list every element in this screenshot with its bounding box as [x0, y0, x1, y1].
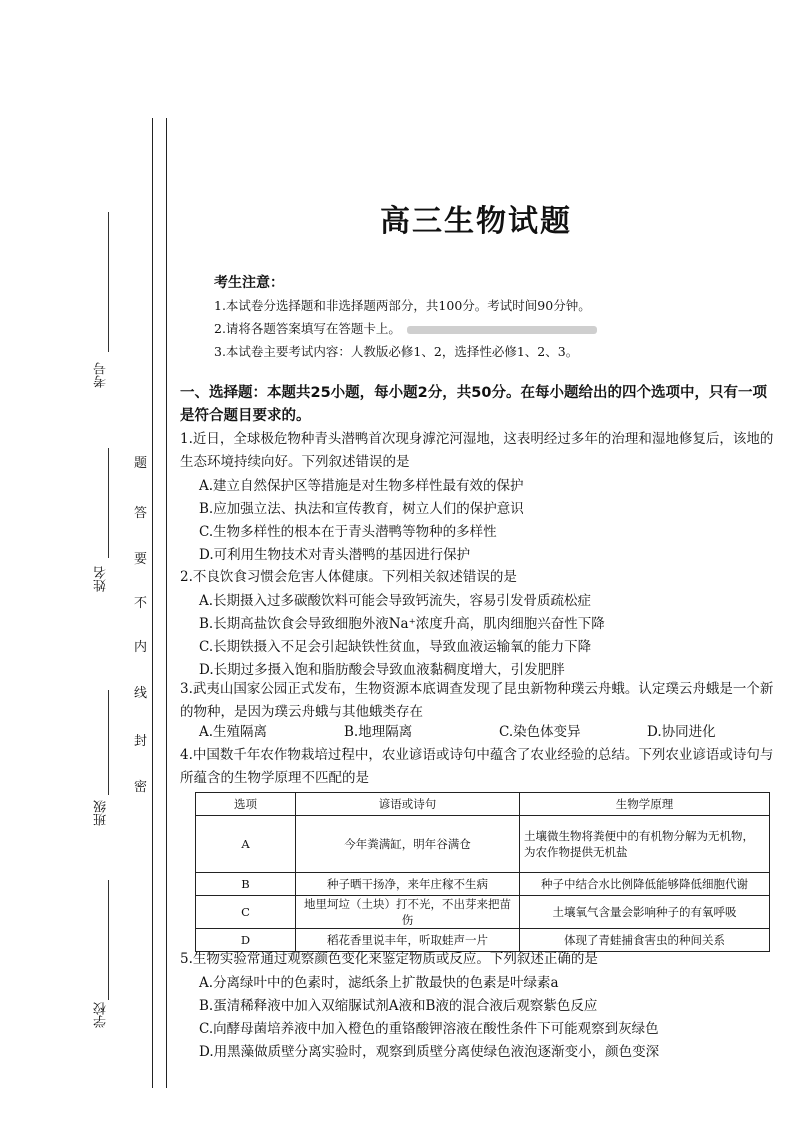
question-option: B.应加强立法、执法和宣传教育，树立人们的保护意识: [199, 501, 524, 517]
question-stem: 2.不良饮食习惯会危害人体健康。下列相关叙述错误的是: [180, 569, 517, 585]
notice-heading: 考生注意：: [214, 275, 284, 291]
question-stem: 3.武夷山国家公园正式发布，生物资源本底调查发现了昆虫新物种璞云舟蛾。认定璞云舟蛾是一个新的物种，是因为璞云舟蛾与其他蛾类存在: [180, 681, 774, 720]
table-cell: 地里坷垃（土块）打不光，不出芽来把苗伤: [296, 896, 520, 929]
notice-item: 1.本试卷分选择题和非选择题两部分，共100分。考试时间90分钟。: [214, 298, 591, 313]
school-fill-line: [108, 880, 109, 1000]
seal-char: 题: [134, 456, 148, 471]
question-option: A.生殖隔离: [199, 724, 268, 740]
question-option: D.协同进化: [647, 724, 716, 740]
table-row: [196, 873, 770, 896]
question-stem: 4.中国数千年农作物栽培过程中，农业谚语或诗句中蕴含了农业经验的总结。下列农业谚语或诗句与所蕴含的生物学原理不匹配的是: [180, 747, 774, 786]
question-option: C.向酵母菌培养液中加入橙色的重铬酸钾溶液在酸性条件下可能观察到灰绿色: [199, 1021, 659, 1037]
seal-char: 要: [134, 552, 148, 567]
notice-item-text: 2.请将各题答案填写在答题卡上。: [214, 321, 401, 336]
question-option: C.长期铁摄入不足会引起缺铁性贫血，导致血液运输氧的能力下降: [199, 639, 592, 655]
table-cell: 种子中结合水比例降低能够降低细胞代谢: [520, 873, 770, 896]
table-cell: 今年粪满缸，明年谷满仓: [296, 816, 520, 873]
question-option: B.蛋清稀释液中加入双缩脲试剂A液和B液的混合液后观察紫色反应: [199, 998, 598, 1014]
table-cell: A: [196, 816, 296, 873]
table-cell: D: [196, 929, 296, 952]
table-header-row: [196, 793, 770, 816]
page-title: 高三生物试题: [380, 204, 572, 239]
seal-char: 不: [134, 596, 148, 611]
school-label: 学校: [94, 1002, 109, 1028]
question-option: A.分离绿叶中的色素时，滤纸条上扩散最快的色素是叶绿素a: [199, 975, 559, 991]
seal-char: 答: [134, 506, 148, 521]
question-stem: 5.生物实验常通过观察颜色变化来鉴定物质或反应。下列叙述正确的是: [180, 951, 598, 967]
exam-no-fill-line: [108, 212, 109, 352]
question-stem: 1.近日，全球极危物种青头潜鸭首次现身滹沱河湿地，这表明经过多年的治理和湿地修复后，该地的生态环境持续向好。下列叙述错误的是: [180, 431, 774, 470]
proverb-table: [195, 792, 770, 952]
seal-char: 线: [134, 686, 148, 701]
question-option: D.可利用生物技术对青头潜鸭的基因进行保护: [199, 547, 471, 563]
binding-line-inner: [166, 118, 167, 1088]
question-option: C.染色体变异: [499, 724, 581, 740]
smudge-mark: [407, 326, 597, 334]
seal-char: 密: [134, 780, 148, 795]
table-cell: B: [196, 873, 296, 896]
seal-char: 内: [134, 640, 148, 655]
notice-item-2: [214, 319, 597, 337]
question-option: A.长期摄入过多碳酸饮料可能会导致钙流失，容易引发骨质疏松症: [199, 593, 592, 609]
table-cell: 土壤氧气含量会影响种子的有氧呼吸: [520, 896, 770, 929]
question-option: D.用黑藻做质壁分离实验时，观察到质壁分离使绿色液泡逐渐变小，颜色变深: [199, 1044, 660, 1060]
seal-char: 封: [134, 734, 148, 749]
table-cell: 稻花香里说丰年，听取蛙声一片: [296, 929, 520, 952]
exam-no-label: 考号: [94, 362, 109, 388]
section-heading: 一、选择题：本题共25小题，每小题2分，共50分。在每小题给出的四个选项中，只有一项是符合题目要求的。: [180, 385, 767, 424]
notice-item: 3.本试卷主要考试内容：人教版必修1、2，选择性必修1、2、3。: [214, 344, 579, 359]
table-cell: 体现了青蛙捕食害虫的种间关系: [520, 929, 770, 952]
table-row: [196, 896, 770, 929]
table-header: 谚语或诗句: [296, 793, 520, 816]
table-cell: 土壤微生物将粪便中的有机物分解为无机物，为农作物提供无机盐: [520, 816, 770, 873]
table-row: [196, 816, 770, 873]
name-label: 姓名: [94, 566, 109, 592]
table-header: 选项: [196, 793, 296, 816]
table-cell: C: [196, 896, 296, 929]
table-header: 生物学原理: [520, 793, 770, 816]
class-fill-line: [108, 690, 109, 795]
class-label: 班级: [94, 800, 109, 826]
question-option: C.生物多样性的根本在于青头潜鸭等物种的多样性: [199, 524, 497, 540]
question-option: A.建立自然保护区等措施是对生物多样性最有效的保护: [199, 478, 524, 494]
binding-line-outer: [152, 118, 153, 1088]
name-fill-line: [108, 448, 109, 558]
question-option: D.长期过多摄入饱和脂肪酸会导致血液黏稠度增大，引发肥胖: [199, 662, 565, 678]
question-option: B.地理隔离: [344, 724, 413, 740]
table-cell: 种子晒干扬净，来年庄稼不生病: [296, 873, 520, 896]
question-option: B.长期高盐饮食会导致细胞外液Na⁺浓度升高，肌肉细胞兴奋性下降: [199, 616, 605, 632]
